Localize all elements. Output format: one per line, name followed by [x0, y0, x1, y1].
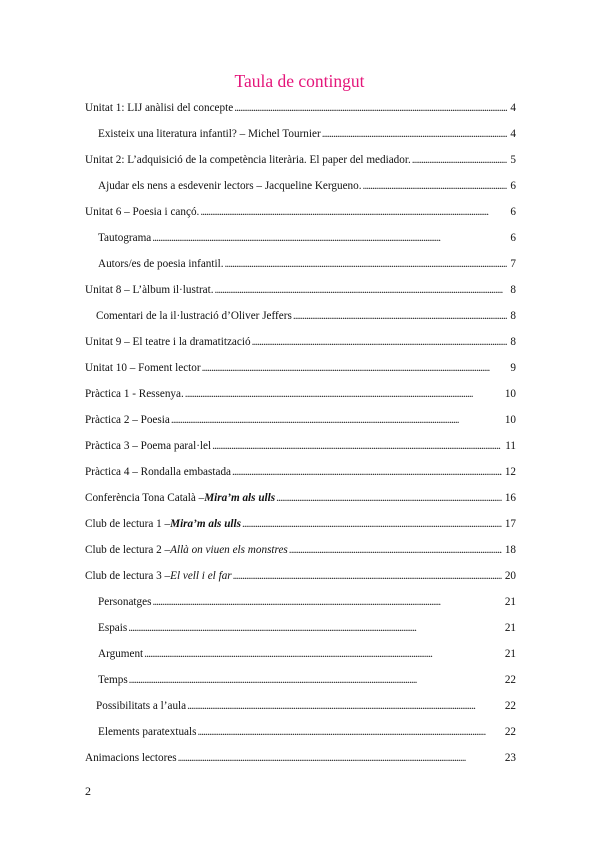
- toc-title: Taula de contingut: [234, 71, 365, 91]
- toc-entry-conferencia[interactable]: [85, 485, 516, 511]
- dot-leader: [152, 225, 507, 251]
- toc-entry-label: Animacions lectores: [85, 752, 177, 764]
- toc-entry-temps[interactable]: [85, 667, 516, 693]
- toc-entry-label: Possibilitats a l’aula: [96, 700, 187, 712]
- toc-entry-label: Pràctica 2 – Poesia: [85, 414, 170, 426]
- toc-page-number: 8: [510, 310, 516, 322]
- dot-leader: [412, 147, 508, 173]
- toc-entry-possibilitats[interactable]: [85, 693, 516, 719]
- dot-leader: [197, 719, 501, 745]
- toc-page-number: 4: [510, 102, 516, 114]
- toc-page-number: 6: [510, 232, 516, 244]
- dot-leader: [187, 693, 502, 719]
- toc-entry-unitat-8[interactable]: [85, 277, 516, 303]
- toc-entry-label: Unitat 6 – Poesia i cançó.: [85, 206, 200, 218]
- dot-leader: [252, 329, 508, 355]
- dot-leader: [232, 459, 502, 485]
- toc-entry-label: Tautograma: [98, 232, 152, 244]
- toc-entry-personatges[interactable]: [85, 589, 516, 615]
- toc-entry-tautograma[interactable]: [85, 225, 516, 251]
- dot-leader: [233, 563, 502, 589]
- toc-page-number: 22: [504, 726, 516, 738]
- dot-leader: [293, 303, 508, 329]
- toc-entry-club-1[interactable]: [85, 511, 516, 537]
- dot-leader: [171, 407, 502, 433]
- dot-leader: [129, 667, 502, 693]
- toc-entry-label: Unitat 8 – L’àlbum il·lustrat.: [85, 284, 214, 296]
- dot-leader: [225, 251, 508, 277]
- toc-page-number: 20: [504, 570, 516, 582]
- toc-page-number: 18: [504, 544, 516, 556]
- dot-leader: [144, 641, 502, 667]
- dot-leader: [242, 511, 502, 537]
- toc-page-number: 21: [504, 648, 516, 660]
- toc-page-number: 22: [504, 674, 516, 686]
- toc-entry-label: Club de lectura 1 –: [85, 518, 171, 530]
- toc-entry-club-2[interactable]: [85, 537, 516, 563]
- dot-leader: [202, 355, 508, 381]
- toc-entry-elements[interactable]: [85, 719, 516, 745]
- toc-entry-label: Existeix una literatura infantil? – Michel Tournier: [98, 128, 321, 140]
- toc-entry-label: Elements paratextuals: [98, 726, 197, 738]
- toc-entry-unitat-6[interactable]: [85, 199, 516, 225]
- toc-entry-practica-3[interactable]: [85, 433, 516, 459]
- toc-entry-comentari[interactable]: [85, 303, 516, 329]
- toc-entry-label: Autors/es de poesia infantil.: [98, 258, 224, 270]
- dot-leader: [152, 589, 501, 615]
- toc-entry-label: Club de lectura 3 –: [85, 570, 171, 582]
- toc-entry-practica-1[interactable]: [85, 381, 516, 407]
- toc-page-number: 10: [504, 388, 516, 400]
- toc-page-number: 21: [504, 596, 516, 608]
- toc-entry-unitat-1[interactable]: [85, 95, 516, 121]
- toc-page-number: 6: [510, 180, 516, 192]
- toc-page-number: 7: [510, 258, 516, 270]
- toc-entry-label: Ajudar els nens a esdevenir lectors – Jacqueline Kergueno.: [98, 180, 362, 192]
- toc-entry-label: Personatges: [98, 596, 152, 608]
- dot-leader: [276, 485, 502, 511]
- toc-entry-autors[interactable]: [85, 251, 516, 277]
- toc-entry-label: Comentari de la il·lustració d’Oliver Jeffers: [96, 310, 292, 322]
- table-of-contents: [85, 95, 516, 771]
- toc-entry-label: Pràctica 1 - Ressenya.: [85, 388, 184, 400]
- toc-entry-label: Argument: [98, 648, 144, 660]
- toc-page-number: 12: [504, 466, 516, 478]
- dot-leader: [212, 433, 502, 459]
- toc-entry-label: Pràctica 4 – Rondalla embastada: [85, 466, 232, 478]
- toc-entry-existeix[interactable]: [85, 121, 516, 147]
- toc-entry-practica-4[interactable]: [85, 459, 516, 485]
- toc-entry-label: Unitat 10 – Foment lector: [85, 362, 201, 374]
- dot-leader: [363, 173, 508, 199]
- dot-leader: [322, 121, 508, 147]
- toc-entry-book-title: El vell i el far: [170, 570, 232, 582]
- toc-page-number: 23: [504, 752, 516, 764]
- toc-page-number: 8: [510, 336, 516, 348]
- dot-leader: [215, 277, 508, 303]
- toc-page-number: 6: [510, 206, 516, 218]
- toc-entry-label: Unitat 2: L’adquisició de la competència literària. El paper del mediador.: [85, 154, 411, 166]
- toc-entry-practica-2[interactable]: [85, 407, 516, 433]
- page-number: 2: [85, 784, 91, 798]
- toc-entry-argument[interactable]: [85, 641, 516, 667]
- dot-leader: [128, 615, 502, 641]
- dot-leader: [200, 199, 507, 225]
- toc-entry-animacions[interactable]: [85, 745, 516, 771]
- toc-entry-label: Unitat 9 – El teatre i la dramatització: [85, 336, 251, 348]
- toc-page-number: 8: [510, 284, 516, 296]
- toc-page-number: 17: [504, 518, 516, 530]
- dot-leader: [178, 745, 502, 771]
- toc-page-number: 22: [504, 700, 516, 712]
- toc-page-number: 4: [510, 128, 516, 140]
- toc-entry-label: Pràctica 3 – Poema paral·lel: [85, 440, 212, 452]
- toc-entry-label: Unitat 1: LIJ anàlisi del concepte: [85, 102, 234, 114]
- toc-entry-unitat-9[interactable]: [85, 329, 516, 355]
- toc-page-number: 11: [505, 440, 516, 452]
- dot-leader: [185, 381, 502, 407]
- toc-entry-book-title: Mira’m als ulls: [204, 492, 276, 504]
- toc-entry-label: Club de lectura 2 –: [85, 544, 171, 556]
- toc-entry-espais[interactable]: [85, 615, 516, 641]
- toc-entry-book-title: Mira’m als ulls: [170, 518, 241, 530]
- toc-entry-label: Temps: [98, 674, 128, 686]
- dot-leader: [289, 537, 502, 563]
- toc-page-number: 9: [510, 362, 516, 374]
- toc-page-number: 10: [504, 414, 516, 426]
- toc-entry-unitat-10[interactable]: [85, 355, 516, 381]
- toc-entry-label: Conferència Tona Català –: [85, 492, 205, 504]
- toc-page-number: 5: [510, 154, 516, 166]
- dot-leader: [234, 95, 507, 121]
- toc-entry-label: Espais: [98, 622, 128, 634]
- toc-page-number: 16: [504, 492, 516, 504]
- toc-entry-unitat-2[interactable]: [85, 147, 516, 173]
- toc-page-number: 21: [504, 622, 516, 634]
- toc-entry-book-title: Allà on viuen els monstres: [170, 544, 288, 556]
- toc-entry-ajudar[interactable]: [85, 173, 516, 199]
- toc-entry-club-3[interactable]: [85, 563, 516, 589]
